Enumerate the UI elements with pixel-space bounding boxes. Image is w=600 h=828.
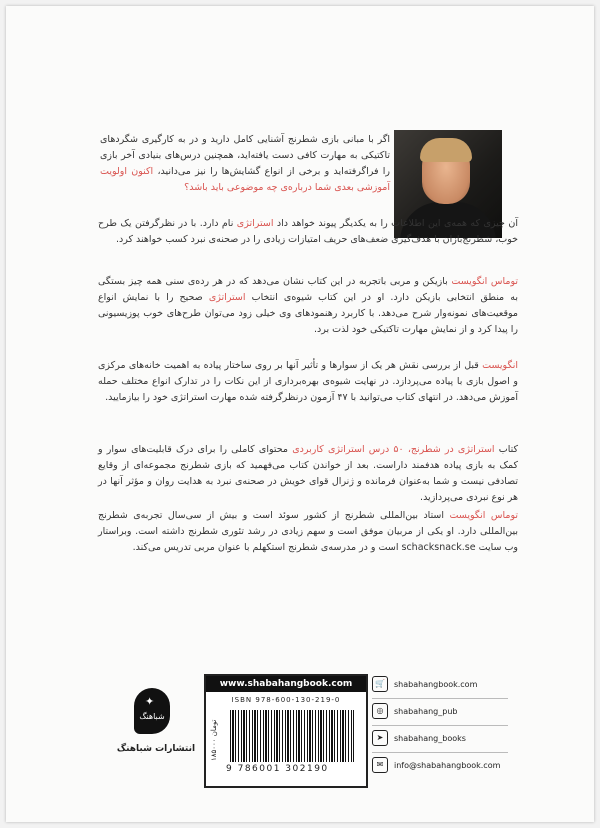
publisher-logo	[134, 688, 170, 734]
bio-paragraph	[98, 508, 518, 556]
barcode-bars	[230, 710, 354, 762]
telegram-icon: ➤	[372, 730, 388, 746]
method-paragraph	[98, 358, 518, 406]
barcode-number: 9 786001 302190	[226, 764, 329, 774]
p3-text-1: بازیکن و مربی باتجربه در این کتاب نشان می‌دهد که در هر رده‌ی سنی همه چیز بستگی به منطق انتخابی بازیکن دارد. او در این کتاب شیوه‌ی انتخاب	[98, 276, 518, 303]
divider	[372, 725, 508, 726]
isbn-text: ISBN 978-600-130-219-0	[231, 696, 341, 704]
p6-site: schacksnack.se	[401, 542, 476, 553]
contact-row[interactable]	[372, 701, 508, 721]
p6-text-2: است و در مدرسه‌ی شطرنج استکهلم با عنوان مربی تدریس می‌کند.	[132, 542, 399, 553]
email-icon: ✉	[372, 757, 388, 773]
cart-icon: 🛒	[372, 676, 388, 692]
p5-text: محتوای کاملی را برای درک قابلیت‌های سوار و کمک به بازی پیاده هدفمند داراست. بعد از خواندن کتاب می‌فهمید که بازی شطرنج مجموعه‌ای از وقایع تصادفی نیست و شما به‌عنوان فرمانده و ژنرال قوای خویش در صحنه‌ی نبرد به هدایت روان و مؤثر آنها در هر نوع نبردی می‌پردازید.	[98, 444, 518, 503]
contact-row[interactable]	[372, 728, 508, 748]
p5-lead: کتاب	[498, 444, 518, 455]
strategy-paragraph	[98, 216, 518, 248]
intro-highlight: اکنون اولویت آموزشی بعدی شما درباره‌ی چه موضوعی باید باشد؟	[100, 166, 390, 193]
price-text: ۱۸۵۰۰۰ تومان	[210, 719, 218, 761]
p4-text: قبل از بررسی نقش هر یک از سوارها و تأثیر آنها بر روی ساختار پیاده به اهمیت خانه‌های مرکزی و اصول بازی با پیاده می‌پردازد. در نهایت شیوه‌ی بهره‌برداری از این نکات را در تدارک انواع مختلف حمله آموزش می‌دهد. در انتهای کتاب می‌توانید با ۴۷ آزمون درنظرگرفته شده مهارت استراتژی خود را بیازمایید.	[98, 360, 518, 403]
p6-author-name: توماس انگویست	[449, 510, 518, 521]
contact-list	[372, 674, 508, 779]
p3-text-2: صحیح را با نمایش انواع موقعیت‌های نمونه‌وار شرح می‌دهد. با کاربرد رهنمودهای وی خیلی زود می‌توان طرح‌های خوب پوزیسیونی را پیدا کرد و از نمایش مهارت تاکتیکی خود لذت برد.	[98, 292, 518, 335]
author-paragraph	[98, 274, 518, 338]
intro-text: اگر با مبانی بازی شطرنج آشنایی کامل دارید و در به کارگیری شگردهای تاکتیکی به مهارت کافی دست یافته‌اید، همچنین درس‌های بنیادی آخر بازی را فراگرفته‌اید و برخی از انواع گشایش‌ها را نیز می‌دانید،	[100, 134, 390, 177]
publisher-name: انتشارات شباهنگ	[116, 744, 196, 754]
contact-row[interactable]	[372, 674, 508, 694]
contact-text: shabahangbook.com	[394, 679, 478, 689]
instagram-icon: ◎	[372, 703, 388, 719]
logo-word: شباهنگ	[139, 712, 165, 721]
intro-paragraph	[100, 132, 390, 196]
contact-text: shabahang_books	[394, 733, 466, 743]
p3-highlight: استراتژی	[208, 292, 246, 303]
p5-book-title: استراتژی در شطرنج، ۵۰ درس استراتژی کاربردی	[292, 444, 495, 455]
p2-text-2: نام دارد. با در نظرگرفتن یک طرح خوب، شطرنج‌بازان با هدف‌گیری ضعف‌های حریف امتیازات زیادی را در صحنه‌ی نبرد کسب خواهند کرد.	[98, 218, 518, 245]
website-url[interactable]: www.shabahangbook.com	[206, 676, 366, 692]
contact-text: shabahang_pub	[394, 706, 458, 716]
p2-highlight: استراتژی	[236, 218, 274, 229]
barcode-panel	[204, 674, 368, 788]
contact-text: info@shabahangbook.com	[394, 760, 501, 770]
p4-author-name: انگویست	[482, 360, 518, 371]
author-hair	[420, 138, 472, 162]
divider	[372, 752, 508, 753]
divider	[372, 698, 508, 699]
contact-row[interactable]	[372, 755, 508, 775]
book-paragraph	[98, 442, 518, 506]
star-icon: ✦	[145, 695, 155, 708]
book-back-cover	[6, 6, 594, 822]
p2-text-1: آن چیزی که همه‌ی این اطلاعات را به یکدیگر پیوند خواهد داد	[276, 218, 518, 229]
p6-text: استاد بین‌المللی شطرنج از کشور سوئد است و بیش از سی‌سال تجربه‌ی شطرنج بین‌المللی دارد. او یکی از مربیان موفق است و سهم زیادی در رشد تئوری شطرنج داشته است. وبراستار وب سایت	[98, 510, 518, 553]
p3-author-name: توماس انگویست	[451, 276, 518, 287]
